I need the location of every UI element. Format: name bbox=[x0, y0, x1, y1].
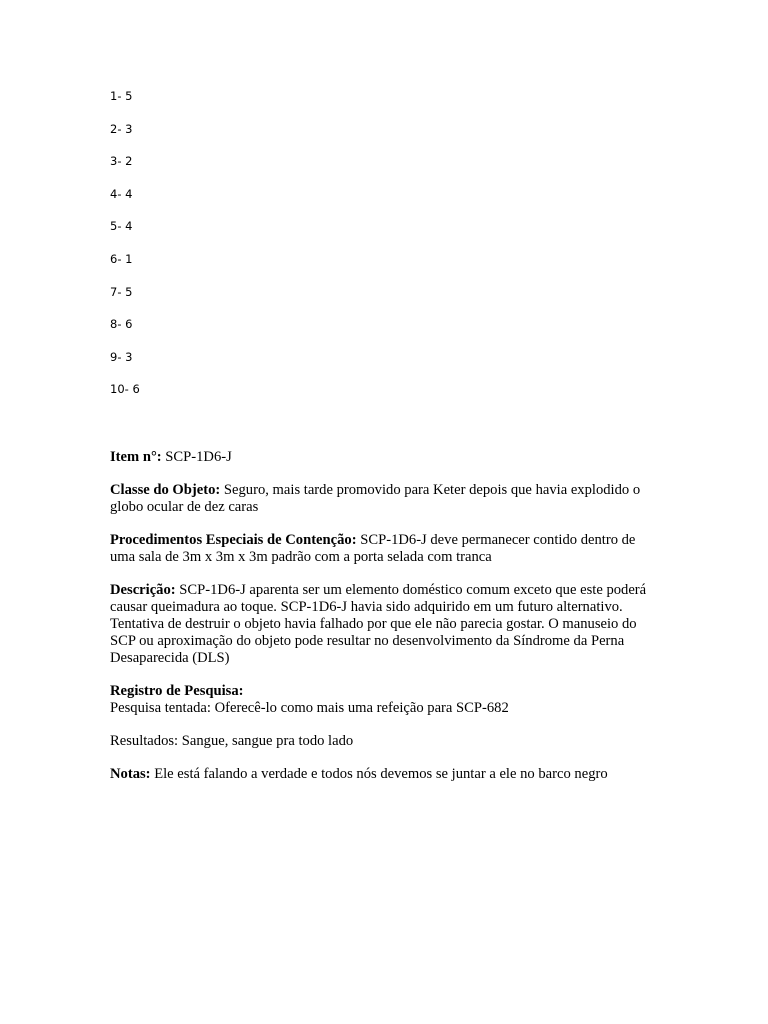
object-class-value: Seguro, mais tarde promovido para Keter depois que havia explodido o globo ocular de dez caras bbox=[110, 482, 641, 515]
containment-value: SCP-1D6-J deve permanecer contido dentro de uma sala de 3m x 3m x 3m padrão com a porta selada com tranca bbox=[110, 532, 636, 565]
roll-item: 8- 6 bbox=[110, 317, 133, 332]
containment-procedures bbox=[110, 532, 655, 566]
containment-label: Procedimentos Especiais de Contenção: bbox=[110, 532, 357, 548]
item-number-label: Item n°: bbox=[110, 449, 162, 465]
scp-entry bbox=[110, 449, 655, 799]
research-log-attempt: Pesquisa tentada: Oferecê-lo como mais uma refeição para SCP-682 bbox=[110, 700, 509, 716]
roll-item: 9- 3 bbox=[110, 349, 133, 364]
roll-list bbox=[110, 88, 140, 414]
research-log-label: Registro de Pesquisa: bbox=[110, 683, 244, 699]
roll-item: 5- 4 bbox=[110, 219, 133, 234]
roll-item: 2- 3 bbox=[110, 121, 133, 136]
description-value: SCP-1D6-J aparenta ser um elemento doméstico comum exceto que este poderá causar queimadura ao toque. SCP-1D6-J havia sido adquirido em um futuro alternativo. Tentativa de destruir o objeto havia falhado por que ele não parecia gostar. O manuseio do SCP ou aproximação do objeto pode resultar no desenvolvimento da Síndrome da Perna Desaparecida (DLS) bbox=[110, 582, 647, 666]
description bbox=[110, 582, 655, 667]
notes-label: Notas: bbox=[110, 766, 151, 782]
roll-item: 3- 2 bbox=[110, 154, 133, 169]
roll-item: 4- 4 bbox=[110, 186, 133, 201]
roll-item: 1- 5 bbox=[110, 89, 133, 103]
object-class-label: Classe do Objeto: bbox=[110, 482, 221, 498]
item-number bbox=[110, 449, 655, 466]
object-class bbox=[110, 482, 655, 516]
notes bbox=[110, 766, 655, 783]
roll-item: 6- 1 bbox=[110, 251, 133, 266]
item-number-value: SCP-1D6-J bbox=[161, 449, 232, 465]
description-label: Descrição: bbox=[110, 582, 176, 598]
research-log-heading bbox=[110, 683, 655, 700]
roll-item: 7- 5 bbox=[110, 284, 133, 299]
research-log-results: Resultados: Sangue, sangue pra todo lado bbox=[110, 733, 354, 749]
roll-item: 10- 6 bbox=[110, 382, 140, 397]
notes-value: Ele está falando a verdade e todos nós devemos se juntar a ele no barco negro bbox=[150, 766, 608, 782]
